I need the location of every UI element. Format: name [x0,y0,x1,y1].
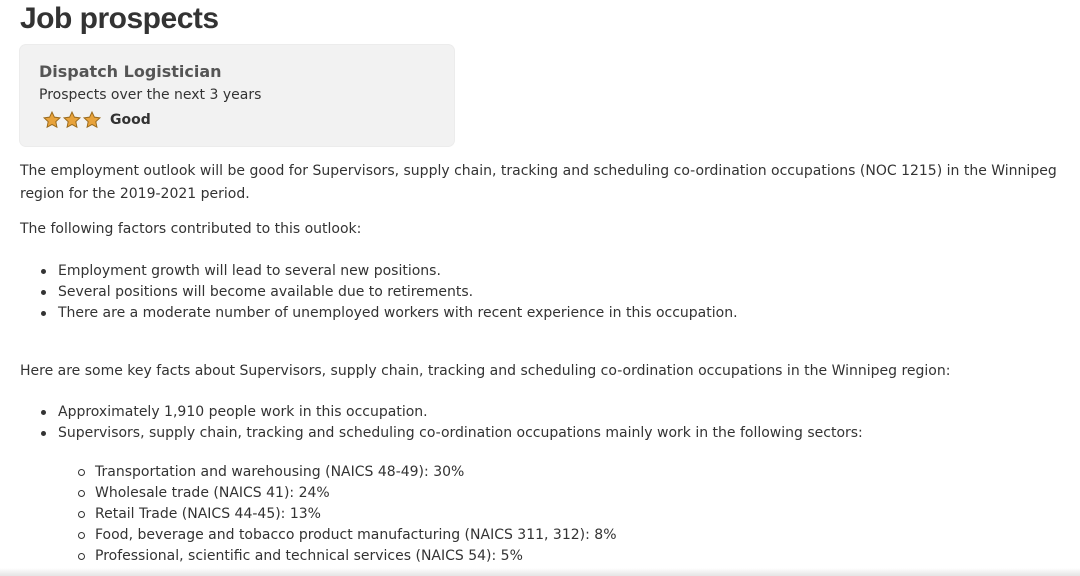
sector-item: Wholesale trade (NAICS 41): 24% [76,483,617,504]
card-subtitle: Prospects over the next 3 years [39,87,262,103]
list-item: Several positions will become available due to retirements. [38,282,738,303]
rating-label: Good [110,112,151,128]
sector-item: Transportation and warehousing (NAICS 48-49): 30% [76,462,617,483]
list-item: There are a moderate number of unemployed workers with recent experience in this occupation. [38,303,738,324]
facts-intro: Here are some key facts about Supervisors, supply chain, tracking and scheduling co-ordination occupations in the Winnipeg region: [20,363,951,379]
list-item: Supervisors, supply chain, tracking and scheduling co-ordination occupations mainly work in the following sectors: [38,423,863,444]
list-item: Employment growth will lead to several new positions. [38,261,738,282]
factors-intro: The following factors contributed to this outlook: [20,221,362,237]
star-icon [42,110,62,130]
star-rating [42,110,102,130]
page-title: Job prospects [20,2,219,35]
sector-item: Food, beverage and tobacco product manufacturing (NAICS 311, 312): 8% [76,525,617,546]
sector-item: Retail Trade (NAICS 44-45): 13% [76,504,617,525]
outlook-paragraph: The employment outlook will be good for Supervisors, supply chain, tracking and scheduling co-ordination occupations (NOC 1215) in the Winnipeg region for the 2019-2021 period. [20,163,1057,202]
factors-list [38,261,738,324]
card-title: Dispatch Logistician [39,62,222,81]
bottom-fade [0,568,1080,576]
sector-item: Professional, scientific and technical services (NAICS 54): 5% [76,546,617,567]
list-item: Approximately 1,910 people work in this occupation. [38,402,863,423]
facts-list [38,402,863,444]
rating [42,108,151,132]
sectors-list [76,462,617,567]
star-icon [82,110,102,130]
outlook-card [20,45,454,146]
star-icon [62,110,82,130]
